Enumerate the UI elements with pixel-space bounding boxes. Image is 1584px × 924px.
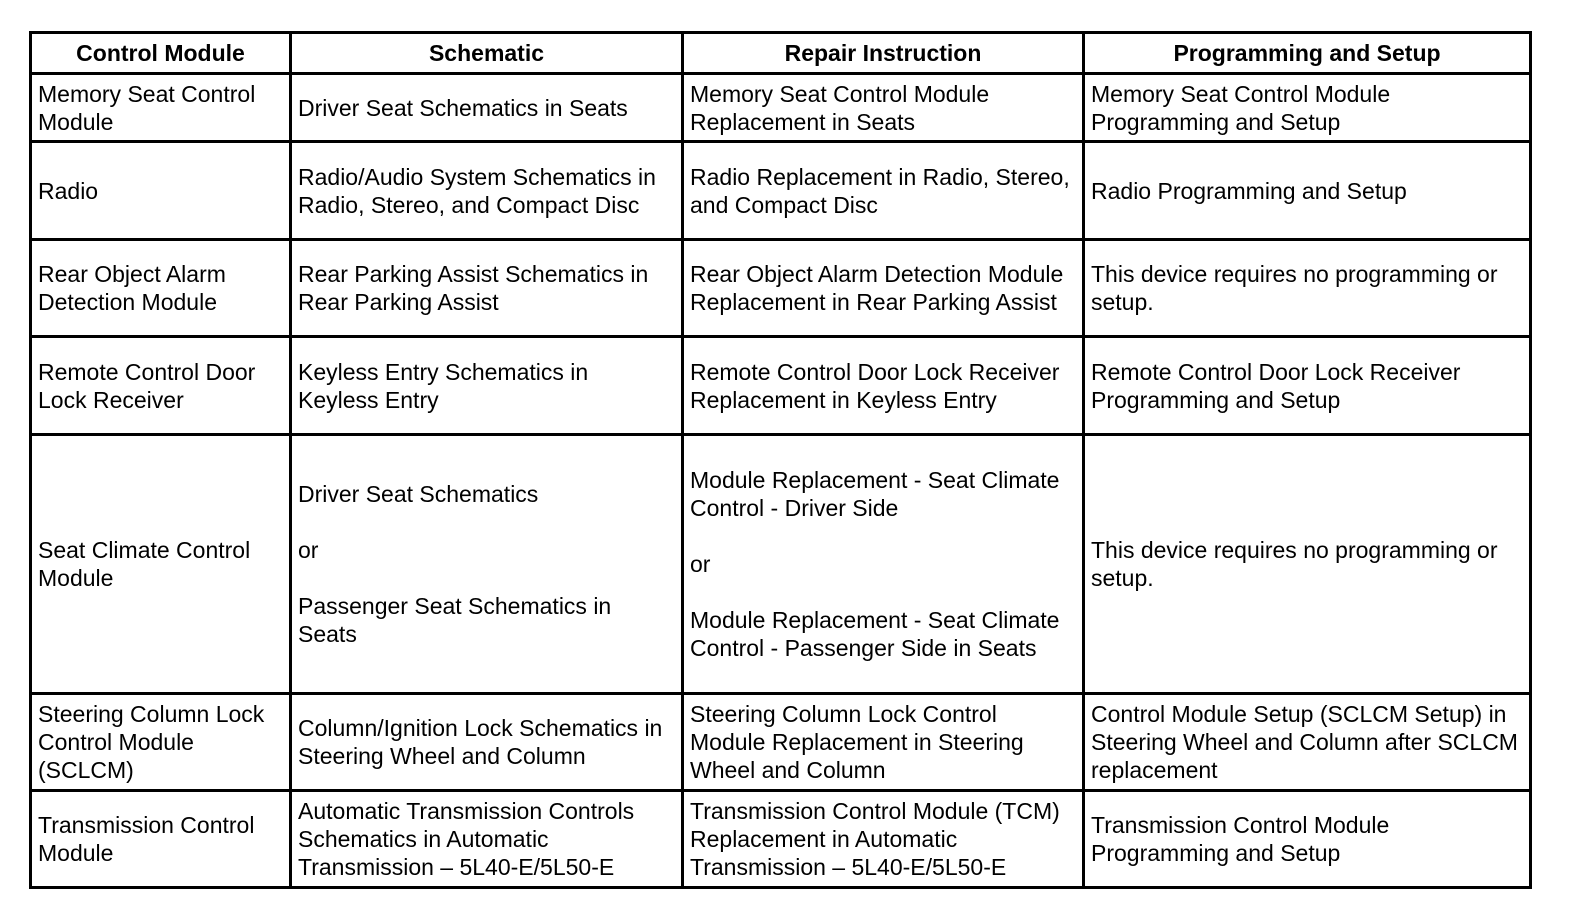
table-header-row [31, 33, 1531, 74]
programming-cell: Transmission Control Module Programming and Setup [1084, 791, 1531, 888]
module-cell: Seat Climate Control Module [31, 435, 291, 694]
header-repair-instruction: Repair Instruction [683, 33, 1084, 74]
programming-cell: Radio Programming and Setup [1084, 142, 1531, 240]
table-row [31, 142, 1531, 240]
programming-cell: This device requires no programming or setup. [1084, 240, 1531, 337]
repair-cell: Memory Seat Control Module Replacement in Seats [683, 74, 1084, 142]
control-module-reference-table [29, 31, 1532, 889]
repair-option-driver: Module Replacement - Seat Climate Control - Driver Side [690, 467, 1060, 521]
table-row [31, 791, 1531, 888]
programming-cell: Control Module Setup (SCLCM Setup) in Steering Wheel and Column after SCLCM replacement [1084, 694, 1531, 791]
module-cell: Memory Seat Control Module [31, 74, 291, 142]
schematic-cell: Rear Parking Assist Schematics in Rear Parking Assist [291, 240, 683, 337]
schematic-or-label: or [298, 537, 319, 563]
schematic-option-driver: Driver Seat Schematics [298, 481, 539, 507]
schematic-cell: Automatic Transmission Controls Schematics in Automatic Transmission – 5L40-E/5L50-E [291, 791, 683, 888]
schematic-cell [291, 435, 683, 694]
table-row [31, 435, 1531, 694]
table-row [31, 240, 1531, 337]
repair-option-passenger: Module Replacement - Seat Climate Control - Passenger Side in Seats [690, 607, 1060, 661]
schematic-cell: Keyless Entry Schematics in Keyless Entry [291, 337, 683, 435]
module-cell: Steering Column Lock Control Module (SCLCM) [31, 694, 291, 791]
table-row [31, 337, 1531, 435]
table-row [31, 74, 1531, 142]
programming-cell: Remote Control Door Lock Receiver Programming and Setup [1084, 337, 1531, 435]
repair-cell: Rear Object Alarm Detection Module Replacement in Rear Parking Assist [683, 240, 1084, 337]
repair-cell: Remote Control Door Lock Receiver Replacement in Keyless Entry [683, 337, 1084, 435]
repair-cell: Transmission Control Module (TCM) Replacement in Automatic Transmission – 5L40-E/5L50-E [683, 791, 1084, 888]
header-programming-setup: Programming and Setup [1084, 33, 1531, 74]
repair-cell: Steering Column Lock Control Module Replacement in Steering Wheel and Column [683, 694, 1084, 791]
module-cell: Radio [31, 142, 291, 240]
module-cell: Transmission Control Module [31, 791, 291, 888]
repair-cell [683, 435, 1084, 694]
repair-cell: Radio Replacement in Radio, Stereo, and Compact Disc [683, 142, 1084, 240]
schematic-cell: Driver Seat Schematics in Seats [291, 74, 683, 142]
repair-or-label: or [690, 551, 711, 577]
header-control-module: Control Module [31, 33, 291, 74]
schematic-cell: Column/Ignition Lock Schematics in Steering Wheel and Column [291, 694, 683, 791]
module-cell: Rear Object Alarm Detection Module [31, 240, 291, 337]
programming-cell: Memory Seat Control Module Programming and Setup [1084, 74, 1531, 142]
schematic-option-passenger: Passenger Seat Schematics in Seats [298, 593, 612, 647]
schematic-cell: Radio/Audio System Schematics in Radio, Stereo, and Compact Disc [291, 142, 683, 240]
table-row [31, 694, 1531, 791]
header-schematic: Schematic [291, 33, 683, 74]
module-cell: Remote Control Door Lock Receiver [31, 337, 291, 435]
programming-cell: This device requires no programming or setup. [1084, 435, 1531, 694]
